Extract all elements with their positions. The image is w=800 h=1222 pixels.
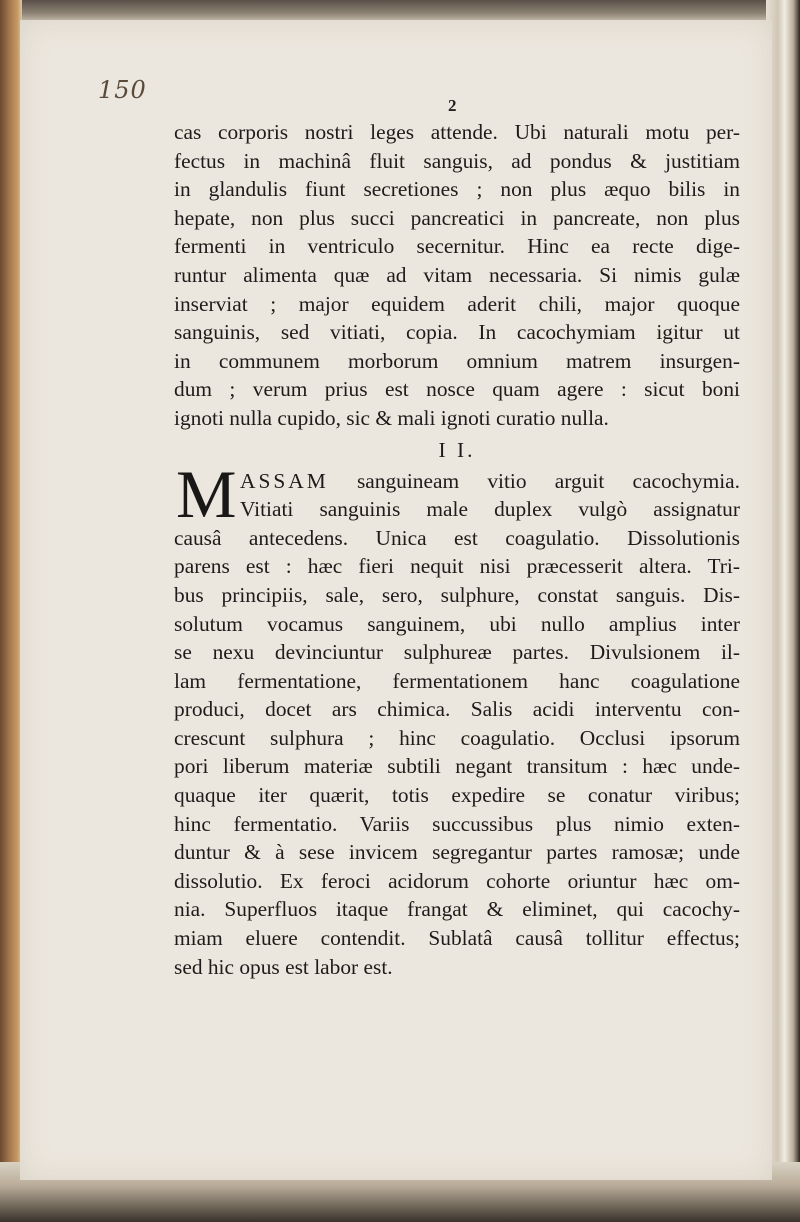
- text-line: produci, docet ars chimica. Salis acidi interventu con-: [174, 697, 740, 722]
- drop-cap: M: [176, 455, 237, 532]
- text-line: hepate, non plus succi pancreatici in pancreate, non plus: [174, 205, 740, 230]
- text-line: fermenti in ventriculo secernitur. Hinc ea recte dige-: [174, 234, 740, 259]
- signature-mark: 2: [448, 96, 457, 115]
- text-line: cas corporis nostri leges attende. Ubi naturali motu per-: [174, 120, 740, 144]
- text-line: sed hic opus est labor est.: [174, 954, 393, 979]
- text-line: dissolutio. Ex feroci acidorum cohorte oriuntur hæc om-: [174, 868, 740, 893]
- paragraph-1: [174, 118, 740, 433]
- text-line: fectus in machinâ fluit sanguis, ad pondus & justitiam: [174, 148, 740, 173]
- page-number: 150: [98, 76, 147, 104]
- text-line: se nexu devinciuntur sulphureæ partes. Divulsionem il-: [174, 640, 740, 665]
- text-line: ignoti nulla cupido, sic & mali ignoti curatio nulla.: [174, 405, 609, 430]
- text-line: miam eluere contendit. Sublatâ causâ tollitur effectus;: [174, 926, 740, 951]
- section-number: I I.: [438, 437, 476, 462]
- book-spine-edge: [0, 0, 22, 1222]
- text-line: inserviat ; major equidem aderit chili, major quoque: [174, 291, 740, 316]
- text-line: causâ antecedens. Unica est coagulatio. Dissolutionis: [174, 525, 740, 550]
- text-block: [174, 118, 740, 981]
- text-line: bus principiis, sale, sero, sulphure, constat sanguis. Dis-: [174, 582, 740, 607]
- text-line: in glandulis fiunt secretiones ; non plus æquo bilis in: [174, 177, 740, 202]
- text-line: sanguinis, sed vitiati, copia. In cacochymiam igitur ut: [174, 320, 740, 345]
- text-line: in communem morborum omnium matrem insurgen-: [174, 348, 740, 373]
- text-line: nia. Superfluos itaque frangat & eliminet, qui cacochy-: [174, 897, 740, 922]
- text-line: Vitiati sanguinis male duplex vulgò assignatur: [240, 497, 740, 522]
- text-line: parens est : hæc fieri nequit nisi præcesserit altera. Tri-: [174, 554, 740, 579]
- first-line-rest: sanguineam vitio arguit cacochymia.: [328, 468, 740, 493]
- book-top-edge: [0, 0, 800, 22]
- first-word: ASSAM: [240, 468, 329, 493]
- text-line: runtur alimenta quæ ad vitam necessaria. Si nimis gulæ: [174, 262, 740, 287]
- text-line: pori liberum materiæ subtili negant transitum : hæc unde-: [174, 754, 740, 779]
- text-line: solutum vocamus sanguinem, ubi nullo amplius inter: [174, 611, 740, 636]
- text-line: duntur & à sese invicem segregantur partes ramosæ; unde: [174, 840, 740, 865]
- text-line: crescunt sulphura ; hinc coagulatio. Occlusi ipsorum: [174, 725, 740, 750]
- text-line: hinc fermentatio. Variis succussibus plus nimio exten-: [174, 811, 740, 836]
- paragraph-2: [174, 455, 740, 982]
- text-line: lam fermentatione, fermentationem hanc coagulatione: [174, 668, 740, 693]
- text-line: [174, 467, 740, 496]
- text-line: quaque iter quærit, totis expedire se conatur viribus;: [174, 783, 740, 808]
- text-line: dum ; verum prius est nosce quam agere : sicut boni: [174, 377, 740, 402]
